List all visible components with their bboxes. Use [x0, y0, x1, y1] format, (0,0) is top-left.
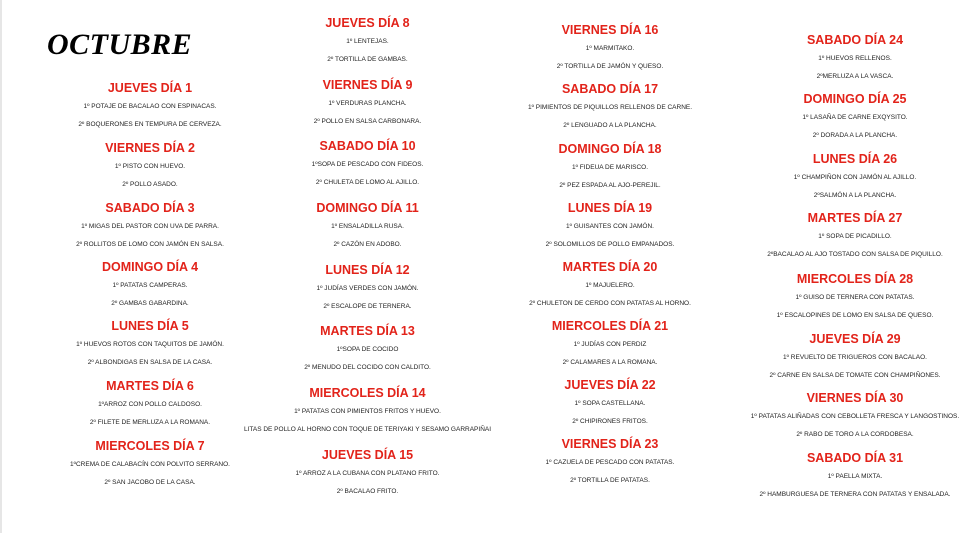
- day-title: DOMINGO DÍA 4: [101, 260, 199, 274]
- second-course: 2º ESCALOPE DE TERNERA.: [323, 303, 412, 310]
- menu-day: [30, 379, 270, 426]
- menu-day: [30, 141, 270, 188]
- second-course: 2º TORTILLA DE JAMÓN Y QUESO.: [556, 63, 664, 70]
- menu-day: [235, 448, 500, 495]
- day-title: VIERNES DÍA 2: [105, 141, 195, 155]
- second-course: 2º GAMBAS GABARDINA.: [111, 300, 189, 307]
- day-title: VIERNES DÍA 30: [806, 391, 904, 405]
- day-title: DOMINGO DÍA 11: [316, 201, 419, 215]
- second-course: 2º MENUDO DEL COCIDO CON CALDITO.: [304, 364, 431, 371]
- second-course: 2º HAMBURGUESA DE TERNERA CON PATATAS Y ENSALADA.: [759, 491, 951, 498]
- menu-day: [735, 92, 975, 139]
- menu-day: [235, 263, 500, 310]
- menu-day: [30, 201, 270, 248]
- day-title: SABADO DÍA 3: [105, 201, 195, 215]
- menu-day: [735, 152, 975, 199]
- second-course: 2º DORADA A LA PLANCHA.: [812, 132, 898, 139]
- month-title: OCTUBRE: [47, 28, 193, 61]
- menu-day: [235, 16, 500, 63]
- second-course: 2º POLLO ASADO.: [122, 181, 178, 188]
- day-title: JUEVES DÍA 8: [325, 16, 410, 30]
- first-course: 1º MIGAS DEL PASTOR CON UVA DE PARRA.: [81, 223, 219, 230]
- menu-day: [30, 260, 270, 307]
- day-title: MIERCOLES DÍA 21: [551, 319, 669, 333]
- second-course: 1º ESCALOPINES DE LOMO EN SALSA DE QUESO.: [776, 312, 934, 319]
- menu-day: [735, 33, 975, 80]
- menu-day: [490, 378, 730, 425]
- day-title: MIERCOLES DÍA 28: [796, 272, 914, 286]
- second-course: 2º ALBONDIGAS EN SALSA DE LA CASA.: [87, 359, 213, 366]
- menu-day: [735, 451, 975, 498]
- second-course: 2º CAZÓN EN ADOBO.: [333, 241, 402, 248]
- second-course: 2º CHIPIRONES FRITOS.: [572, 418, 648, 425]
- day-title: MARTES DÍA 27: [807, 211, 903, 225]
- second-course: 2º POLLO EN SALSA CARBONARA.: [313, 118, 422, 125]
- first-course: 1ºSOPA DE PESCADO CON FIDEOS.: [311, 161, 424, 168]
- day-title: JUEVES DÍA 1: [107, 81, 193, 95]
- day-title: SABADO DÍA 10: [319, 139, 416, 153]
- first-course: 1º CHAMPIÑON CON JAMÓN AL AJILLO.: [793, 174, 917, 181]
- first-course: 1º ARROZ A LA CUBANA CON PLATANO FRITO.: [295, 470, 440, 477]
- day-title: LUNES DÍA 12: [325, 263, 410, 277]
- day-title: MARTES DÍA 20: [562, 260, 658, 274]
- first-course: 1º HUEVOS ROTOS CON TAQUITOS DE JAMÓN.: [76, 341, 224, 348]
- first-course: 1º LENTEJAS.: [346, 38, 389, 45]
- menu-day: [30, 439, 270, 486]
- day-title: LUNES DÍA 26: [812, 152, 898, 166]
- menu-day: [490, 437, 730, 484]
- second-course: 2º FILETE DE MERLUZA A LA ROMANA.: [89, 419, 211, 426]
- menu-day: [735, 332, 975, 379]
- first-course: 1ºSOPA DE COCIDO: [336, 346, 399, 353]
- day-title: SABADO DÍA 31: [806, 451, 904, 465]
- day-title: JUEVES DÍA 29: [809, 332, 901, 346]
- day-title: SABADO DÍA 24: [806, 33, 904, 47]
- page-edge: [0, 0, 2, 533]
- menu-day: [235, 139, 500, 186]
- menu-day: [30, 319, 270, 366]
- day-title: SABADO DÍA 17: [561, 82, 659, 96]
- menu-day: [490, 201, 730, 248]
- first-course: 1º PIMIENTOS DE PIQUILLOS RELLENOS DE CARNE.: [527, 104, 693, 111]
- first-course: 1º HUEVOS RELLENOS.: [818, 55, 892, 62]
- first-course: 1º PATATAS CAMPERAS.: [112, 282, 188, 289]
- menu-day: [735, 272, 975, 319]
- menu-day: [490, 260, 730, 307]
- menu-day: [490, 82, 730, 129]
- second-course: 2º RABO DE TORO A LA CORDOBESA.: [796, 431, 914, 438]
- second-course: 2º PEZ ESPADA AL AJO-PEREJIL.: [559, 182, 661, 189]
- first-course: 1º FIDEUA DE MARISCO.: [571, 164, 649, 171]
- first-course: 1º MARMITAKO.: [585, 45, 635, 52]
- second-course: 2º CHULETON DE CERDO CON PATATAS AL HORNO.: [529, 300, 691, 307]
- menu-day: [30, 81, 270, 128]
- menu-day: [735, 211, 975, 258]
- day-title: MIERCOLES DÍA 7: [95, 439, 205, 453]
- first-course: 1º PATATAS CON PIMIENTOS FRITOS Y HUEVO.: [294, 408, 441, 415]
- second-course: 2º CARNE EN SALSA DE TOMATE CON CHAMPIÑONES.: [769, 372, 941, 379]
- menu-day: [235, 201, 500, 248]
- second-course: 2º BACALAO FRITO.: [336, 488, 399, 495]
- second-course: 2º CHULETA DE LOMO AL AJILLO.: [315, 179, 420, 186]
- day-title: VIERNES DÍA 9: [322, 78, 413, 92]
- second-course: 2º LENGUADO A LA PLANCHA.: [563, 122, 657, 129]
- day-title: LUNES DÍA 19: [567, 201, 653, 215]
- first-course: 1º ENSALADILLA RUSA.: [331, 223, 404, 230]
- menu-day: [490, 142, 730, 189]
- menu-day: [735, 391, 975, 438]
- first-course: 1ºCREMA DE CALABACÍN CON POLVITO SERRANO.: [70, 461, 230, 468]
- day-title: VIERNES DÍA 23: [561, 437, 659, 451]
- first-course: 1º MAJUELERO.: [585, 282, 635, 289]
- second-course: 2º CALAMARES A LA ROMANA.: [562, 359, 658, 366]
- day-title: JUEVES DÍA 22: [564, 378, 656, 392]
- first-course: 1º GUISANTES CON JAMÓN.: [566, 223, 654, 230]
- second-course: 2º SAN JACOBO DE LA CASA.: [104, 479, 196, 486]
- first-course: 1º VERDURAS PLANCHA.: [328, 100, 407, 107]
- day-title: MARTES DÍA 13: [320, 324, 415, 338]
- second-course: 2ºMERLUZA A LA VASCA.: [816, 73, 894, 80]
- first-course: 1º LASAÑA DE CARNE EXQYSITO.: [802, 114, 908, 121]
- second-course: 2º BOQUERONES EN TEMPURA DE CERVEZA.: [78, 121, 222, 128]
- first-course: 1º PAELLA MIXTA.: [827, 473, 883, 480]
- menu-day: [490, 319, 730, 366]
- first-course: 1º PATATAS ALIÑADAS CON CEBOLLETA FRESCA Y LANGOSTINOS.: [750, 413, 960, 420]
- second-course: 2ºSALMÓN A LA PLANCHA.: [813, 192, 897, 199]
- second-course: 2º ROLLITOS DE LOMO CON JAMÓN EN SALSA.: [76, 241, 224, 248]
- first-course: 1º SOPA DE PICADILLO.: [818, 233, 892, 240]
- menu-day: [235, 78, 500, 125]
- day-title: VIERNES DÍA 16: [561, 23, 659, 37]
- second-course: 2º SOLOMILLOS DE POLLO EMPANADOS.: [545, 241, 675, 248]
- first-course: 1º CAZUELA DE PESCADO CON PATATAS.: [545, 459, 675, 466]
- first-course: 1º REVUELTO DE TRIGUEROS CON BACALAO.: [783, 354, 927, 361]
- second-course: 2ºBACALAO AL AJO TOSTADO CON SALSA DE PIQUILLO.: [767, 251, 943, 258]
- day-title: LUNES DÍA 5: [111, 319, 189, 333]
- first-course: 1ºARROZ CON POLLO CALDOSO.: [98, 401, 202, 408]
- second-course: LITAS DE POLLO AL HORNO CON TOQUE DE TERIYAKI Y SESAMO GARRAPIÑAI: [243, 426, 492, 433]
- first-course: 1º PISTO CON HUEVO.: [114, 163, 186, 170]
- first-course: 1º SOPA CASTELLANA.: [574, 400, 646, 407]
- menu-day: [235, 324, 500, 371]
- first-course: 1º JUDÍAS CON PERDIZ: [573, 341, 647, 348]
- day-title: DOMINGO DÍA 25: [803, 92, 907, 106]
- first-course: 1º GUISO DE TERNERA CON PATATAS.: [795, 294, 915, 301]
- day-title: MIERCOLES DÍA 14: [309, 386, 426, 400]
- menu-day: [235, 386, 500, 433]
- second-course: 2º TORTILLA DE GAMBAS.: [327, 56, 408, 63]
- day-title: DOMINGO DÍA 18: [558, 142, 662, 156]
- menu-day: [490, 23, 730, 70]
- day-title: JUEVES DÍA 15: [321, 448, 414, 462]
- second-course: 2º TORTILLA DE PATATAS.: [570, 477, 650, 484]
- first-course: 1º JUDÍAS VERDES CON JAMÓN.: [316, 285, 419, 292]
- day-title: MARTES DÍA 6: [106, 379, 194, 393]
- first-course: 1º POTAJE DE BACALAO CON ESPINACAS.: [83, 103, 217, 110]
